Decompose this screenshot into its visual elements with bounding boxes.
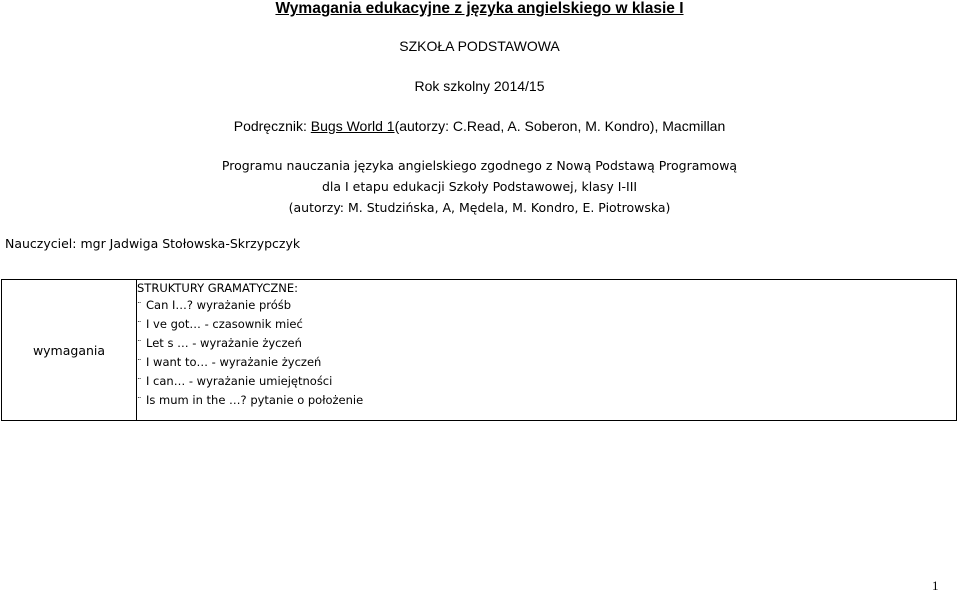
bullet-icon: ¨ (137, 397, 142, 407)
list-item (137, 316, 956, 335)
list-item-text: I ve got… - czasownik mieć (146, 317, 303, 331)
bullet-icon: ¨ (137, 321, 142, 331)
page-number: 1 (932, 578, 939, 593)
list-item-text: Let s … - wyrażanie życzeń (146, 336, 302, 350)
requirements-table (1, 279, 957, 421)
row-label: wymagania (2, 280, 137, 421)
list-item (137, 354, 956, 373)
list-item-text: Can I…? wyrażanie próśb (146, 298, 292, 312)
document-title: Wymagania edukacyjne z języka angielskiego w klasie I (275, 0, 684, 17)
list-item-text: I can… - wyrażanie umiejętności (146, 374, 333, 388)
program-description (0, 155, 959, 218)
list-item (137, 373, 956, 392)
table-row (2, 280, 957, 421)
bullet-icon: ¨ (137, 359, 142, 369)
program-line-2: dla I etapu edukacji Szkoły Podstawowej, klasy I-III (321, 179, 638, 194)
bullet-icon: ¨ (137, 378, 142, 388)
bullet-icon: ¨ (137, 302, 142, 312)
teacher-name: Nauczyciel: mgr Jadwiga Stołowska-Skrzypczyk (5, 236, 301, 251)
program-line-3: (autorzy: M. Studzińska, A, Mędela, M. Kondro, E. Piotrowska) (288, 200, 671, 215)
textbook-line (0, 118, 959, 134)
list-item (137, 297, 956, 316)
textbook-prefix: Podręcznik: (233, 118, 311, 134)
school-year: Rok szkolny 2014/15 (414, 78, 545, 94)
list-item (137, 392, 956, 411)
requirements-content (137, 280, 957, 421)
program-line-1: Programu nauczania języka angielskiego zgodnego z Nową Podstawą Programową (221, 158, 738, 173)
textbook-authors: (autorzy: C.Read, A. Soberon, M. Kondro), Macmillan (394, 118, 726, 134)
section-title: STRUKTURY GRAMATYCZNE: (137, 281, 299, 295)
textbook-name: Bugs World 1 (310, 118, 395, 134)
school-name: SZKOŁA PODSTAWOWA (399, 38, 560, 54)
bullet-icon: ¨ (137, 340, 142, 350)
list-item-text: Is mum in the …? pytanie o położenie (146, 393, 364, 407)
list-item (137, 335, 956, 354)
list-item-text: I want to… - wyrażanie życzeń (146, 355, 322, 369)
